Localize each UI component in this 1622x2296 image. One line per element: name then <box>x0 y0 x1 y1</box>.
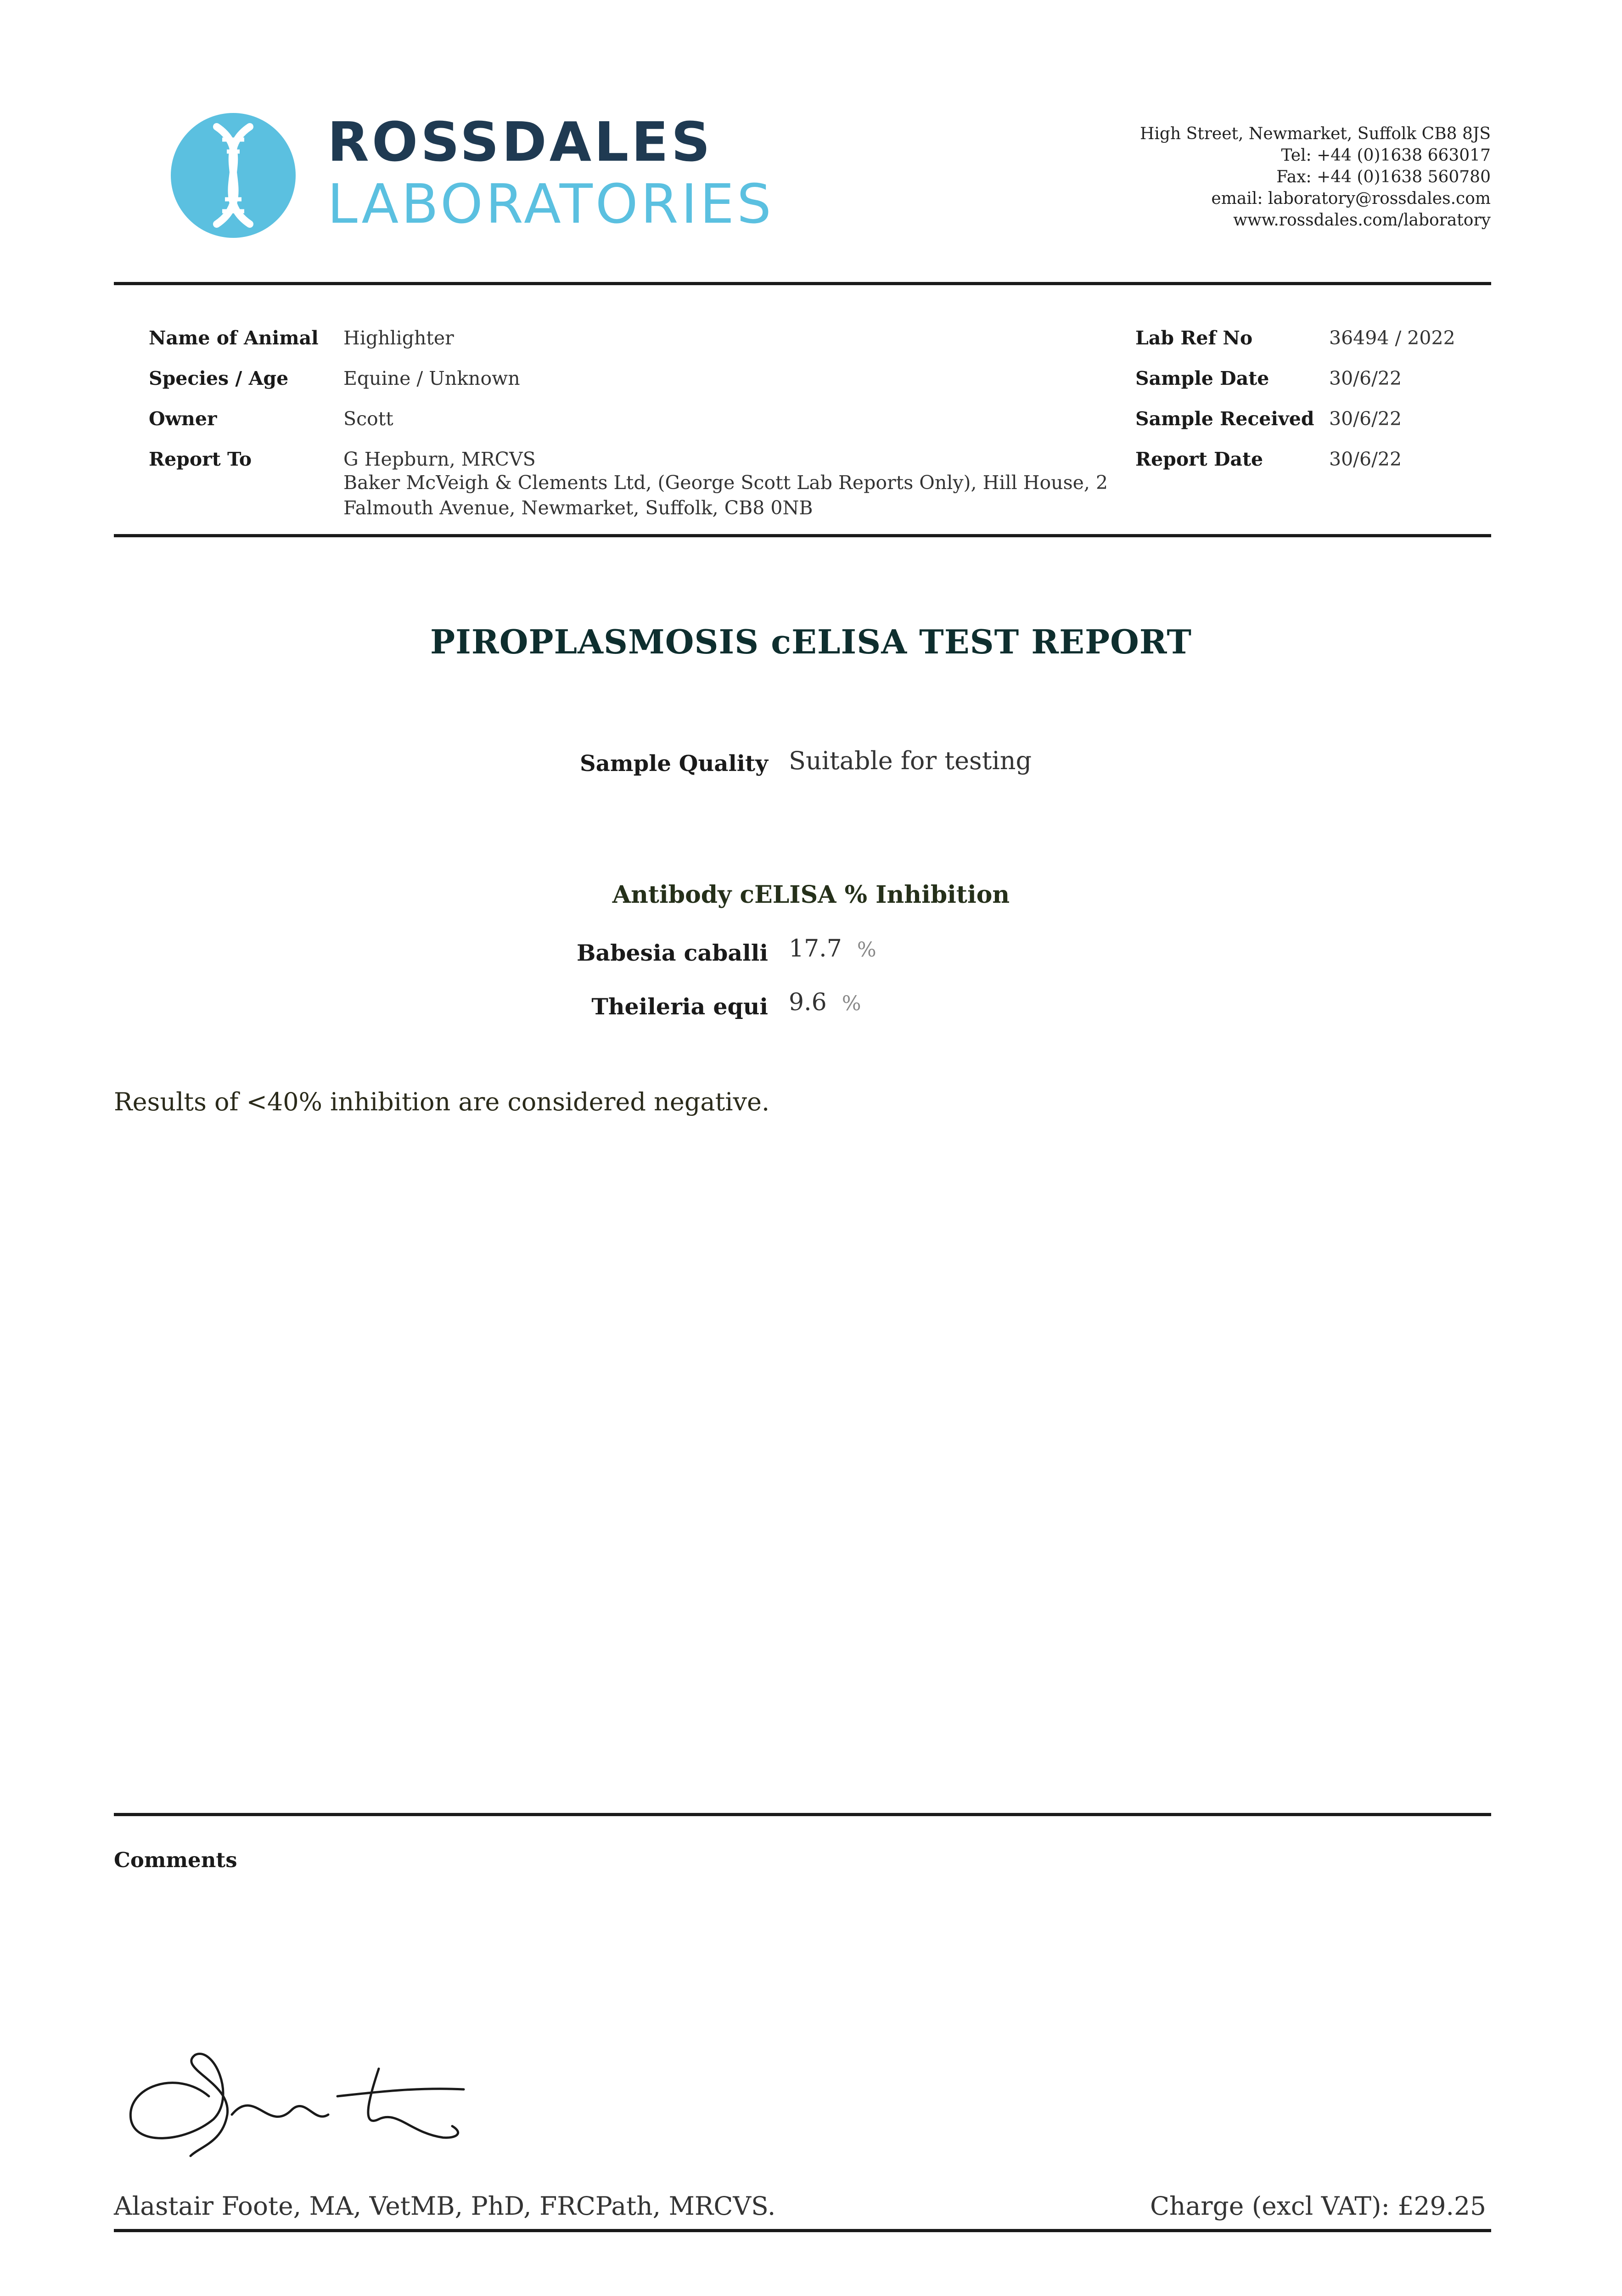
address-tel: Tel: +44 (0)1638 663017 <box>1281 146 1491 165</box>
report-title: PIROPLASMOSIS cELISA TEST REPORT <box>430 622 1192 661</box>
comments-divider <box>114 1813 1491 1816</box>
footer-divider <box>114 2229 1491 2232</box>
address-email: email: laboratory@rossdales.com <box>1211 189 1491 208</box>
sample-quality-value: Suitable for testing <box>789 746 1032 775</box>
sample-quality-label: Sample Quality <box>580 751 768 777</box>
lab-ref-label: Lab Ref No <box>1135 327 1253 349</box>
sample-date-label: Sample Date <box>1135 367 1269 389</box>
babesia-caballi-result <box>789 935 876 962</box>
name-of-animal-value: Highlighter <box>343 327 454 349</box>
sample-received-value: 30/6/22 <box>1329 408 1402 430</box>
babesia-caballi-label: Babesia caballi <box>576 940 768 966</box>
lab-address <box>1078 123 1491 231</box>
owner-label: Owner <box>149 408 217 430</box>
sample-received-label: Sample Received <box>1135 408 1314 430</box>
dna-helix-icon <box>171 113 296 238</box>
brand-subtitle: LABORATORIES <box>327 172 774 236</box>
lab-ref-value: 36494 / 2022 <box>1329 327 1455 349</box>
theileria-equi-label: Theileria equi <box>591 993 768 1020</box>
address-web: www.rossdales.com/laboratory <box>1233 211 1491 230</box>
species-age-value: Equine / Unknown <box>343 367 520 389</box>
comments-label: Comments <box>114 1848 237 1872</box>
theileria-equi-value: 9.6 <box>789 989 827 1016</box>
name-of-animal-label: Name of Animal <box>149 327 319 349</box>
signature <box>122 2041 471 2165</box>
report-date-value: 30/6/22 <box>1329 448 1402 470</box>
babesia-caballi-unit: % <box>857 938 876 962</box>
antibody-section-title: Antibody cELISA % Inhibition <box>612 881 1010 909</box>
report-to-name: G Hepburn, MRCVS <box>343 448 536 470</box>
charge-amount: Charge (excl VAT): £29.25 <box>1150 2191 1486 2221</box>
signatory-name: Alastair Foote, MA, VetMB, PhD, FRCPath, MRCVS. <box>114 2191 776 2221</box>
sample-date-value: 30/6/22 <box>1329 367 1402 389</box>
brand-name: ROSSDALES <box>327 110 713 174</box>
species-age-label: Species / Age <box>149 367 289 389</box>
details-divider <box>114 534 1491 537</box>
address-fax: Fax: +44 (0)1638 560780 <box>1276 168 1491 186</box>
logo-circle <box>171 113 296 238</box>
signature-image <box>122 2041 471 2165</box>
owner-value: Scott <box>343 408 393 430</box>
negative-threshold-note: Results of <40% inhibition are considered negative. <box>114 1087 770 1116</box>
theileria-equi-result <box>789 989 861 1016</box>
theileria-equi-unit: % <box>842 992 861 1015</box>
header-divider <box>114 282 1491 285</box>
babesia-caballi-value: 17.7 <box>789 935 842 962</box>
report-to-label: Report To <box>149 448 252 470</box>
report-to-address: Baker McVeigh & Clements Ltd, (George Scott Lab Reports Only), Hill House, 2 Falmouth Avenue, Newmarket, Suffolk, CB8 0NB <box>343 472 1108 519</box>
address-street: High Street, Newmarket, Suffolk CB8 8JS <box>1140 124 1491 143</box>
report-date-label: Report Date <box>1135 448 1263 470</box>
